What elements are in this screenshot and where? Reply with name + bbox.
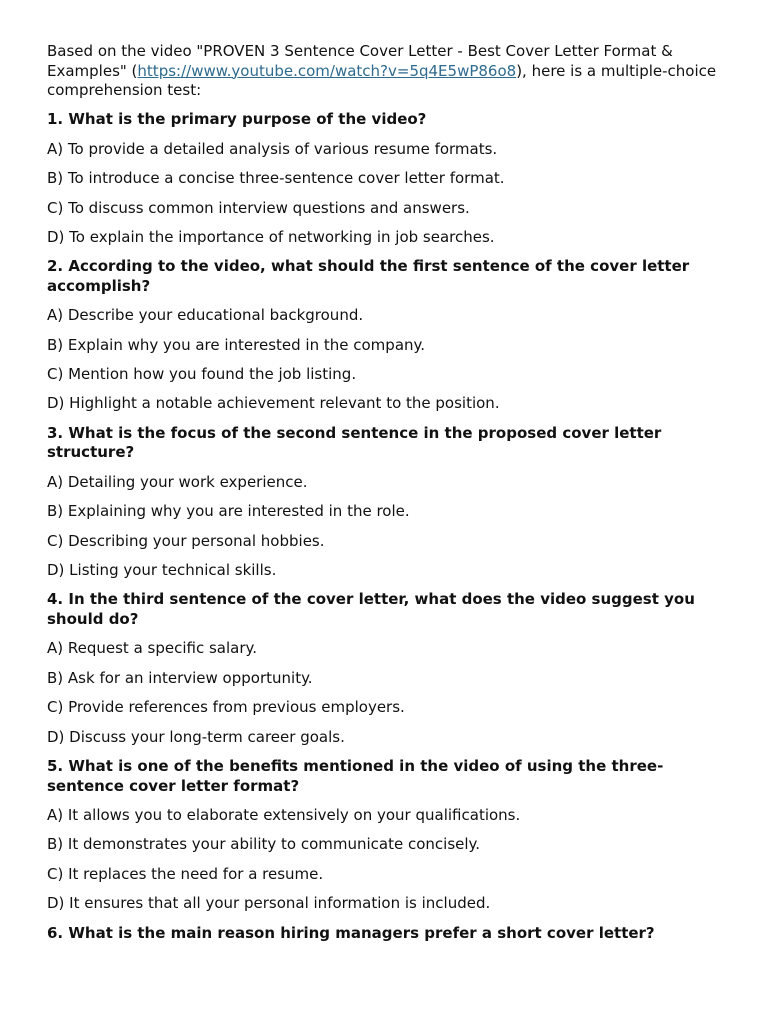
answer-option: B) To introduce a concise three-sentence cover letter format. <box>47 169 505 188</box>
answer-option: A) Request a specific salary. <box>47 639 258 658</box>
answer-option: D) To explain the importance of networking in job searches. <box>47 227 495 246</box>
question-2 <box>47 257 728 414</box>
question-text: 5. What is one of the benefits mentioned in the video of using the three-sentence cover letter format? <box>47 756 664 795</box>
question-6 <box>47 924 728 944</box>
answer-option: D) Discuss your long-term career goals. <box>47 727 345 746</box>
answer-option: A) To provide a detailed analysis of various resume formats. <box>47 139 498 158</box>
answer-option: C) It replaces the need for a resume. <box>47 864 324 883</box>
answer-option: C) Mention how you found the job listing. <box>47 365 357 384</box>
answer-option: B) Explain why you are interested in the company. <box>47 335 426 354</box>
answer-option: A) Detailing your work experience. <box>47 472 308 491</box>
question-text: 2. According to the video, what should the first sentence of the cover letter accomplish? <box>47 257 690 295</box>
video-link[interactable]: https://www.youtube.com/watch?v=5q4E5wP86o8 <box>137 61 517 80</box>
question-text: 1. What is the primary purpose of the video? <box>47 110 427 129</box>
answer-option: D) Highlight a notable achievement relevant to the position. <box>47 394 500 413</box>
answer-option: B) Ask for an interview opportunity. <box>47 668 313 687</box>
question-text: 3. What is the focus of the second sentence in the proposed cover letter structure? <box>47 423 662 462</box>
question-4 <box>47 590 728 747</box>
answer-option: B) Explaining why you are interested in the role. <box>47 502 410 521</box>
answer-option: D) It ensures that all your personal information is included. <box>47 894 491 913</box>
answer-option: B) It demonstrates your ability to communicate concisely. <box>47 835 481 854</box>
answer-option: A) Describe your educational background. <box>47 306 364 325</box>
intro-paragraph <box>47 42 728 101</box>
answer-option: D) Listing your technical skills. <box>47 561 277 580</box>
question-3 <box>47 424 728 581</box>
answer-option: A) It allows you to elaborate extensively on your qualifications. <box>47 805 521 824</box>
question-1 <box>47 110 728 247</box>
question-5 <box>47 757 728 914</box>
answer-option: C) Provide references from previous employers. <box>47 698 405 717</box>
question-text: 6. What is the main reason hiring managers prefer a short cover letter? <box>47 923 655 942</box>
question-text: 4. In the third sentence of the cover letter, what does the video suggest you should do? <box>47 590 695 629</box>
answer-option: C) To discuss common interview questions and answers. <box>47 198 470 217</box>
answer-option: C) Describing your personal hobbies. <box>47 531 325 550</box>
intro-text-before-link: Based on the video "PROVEN 3 Sentence Cover Letter - Best Cover Letter Format & Examples" ( <box>47 42 673 80</box>
intro-text-after-link: ), here is a multiple-choice comprehension test: <box>47 61 717 100</box>
